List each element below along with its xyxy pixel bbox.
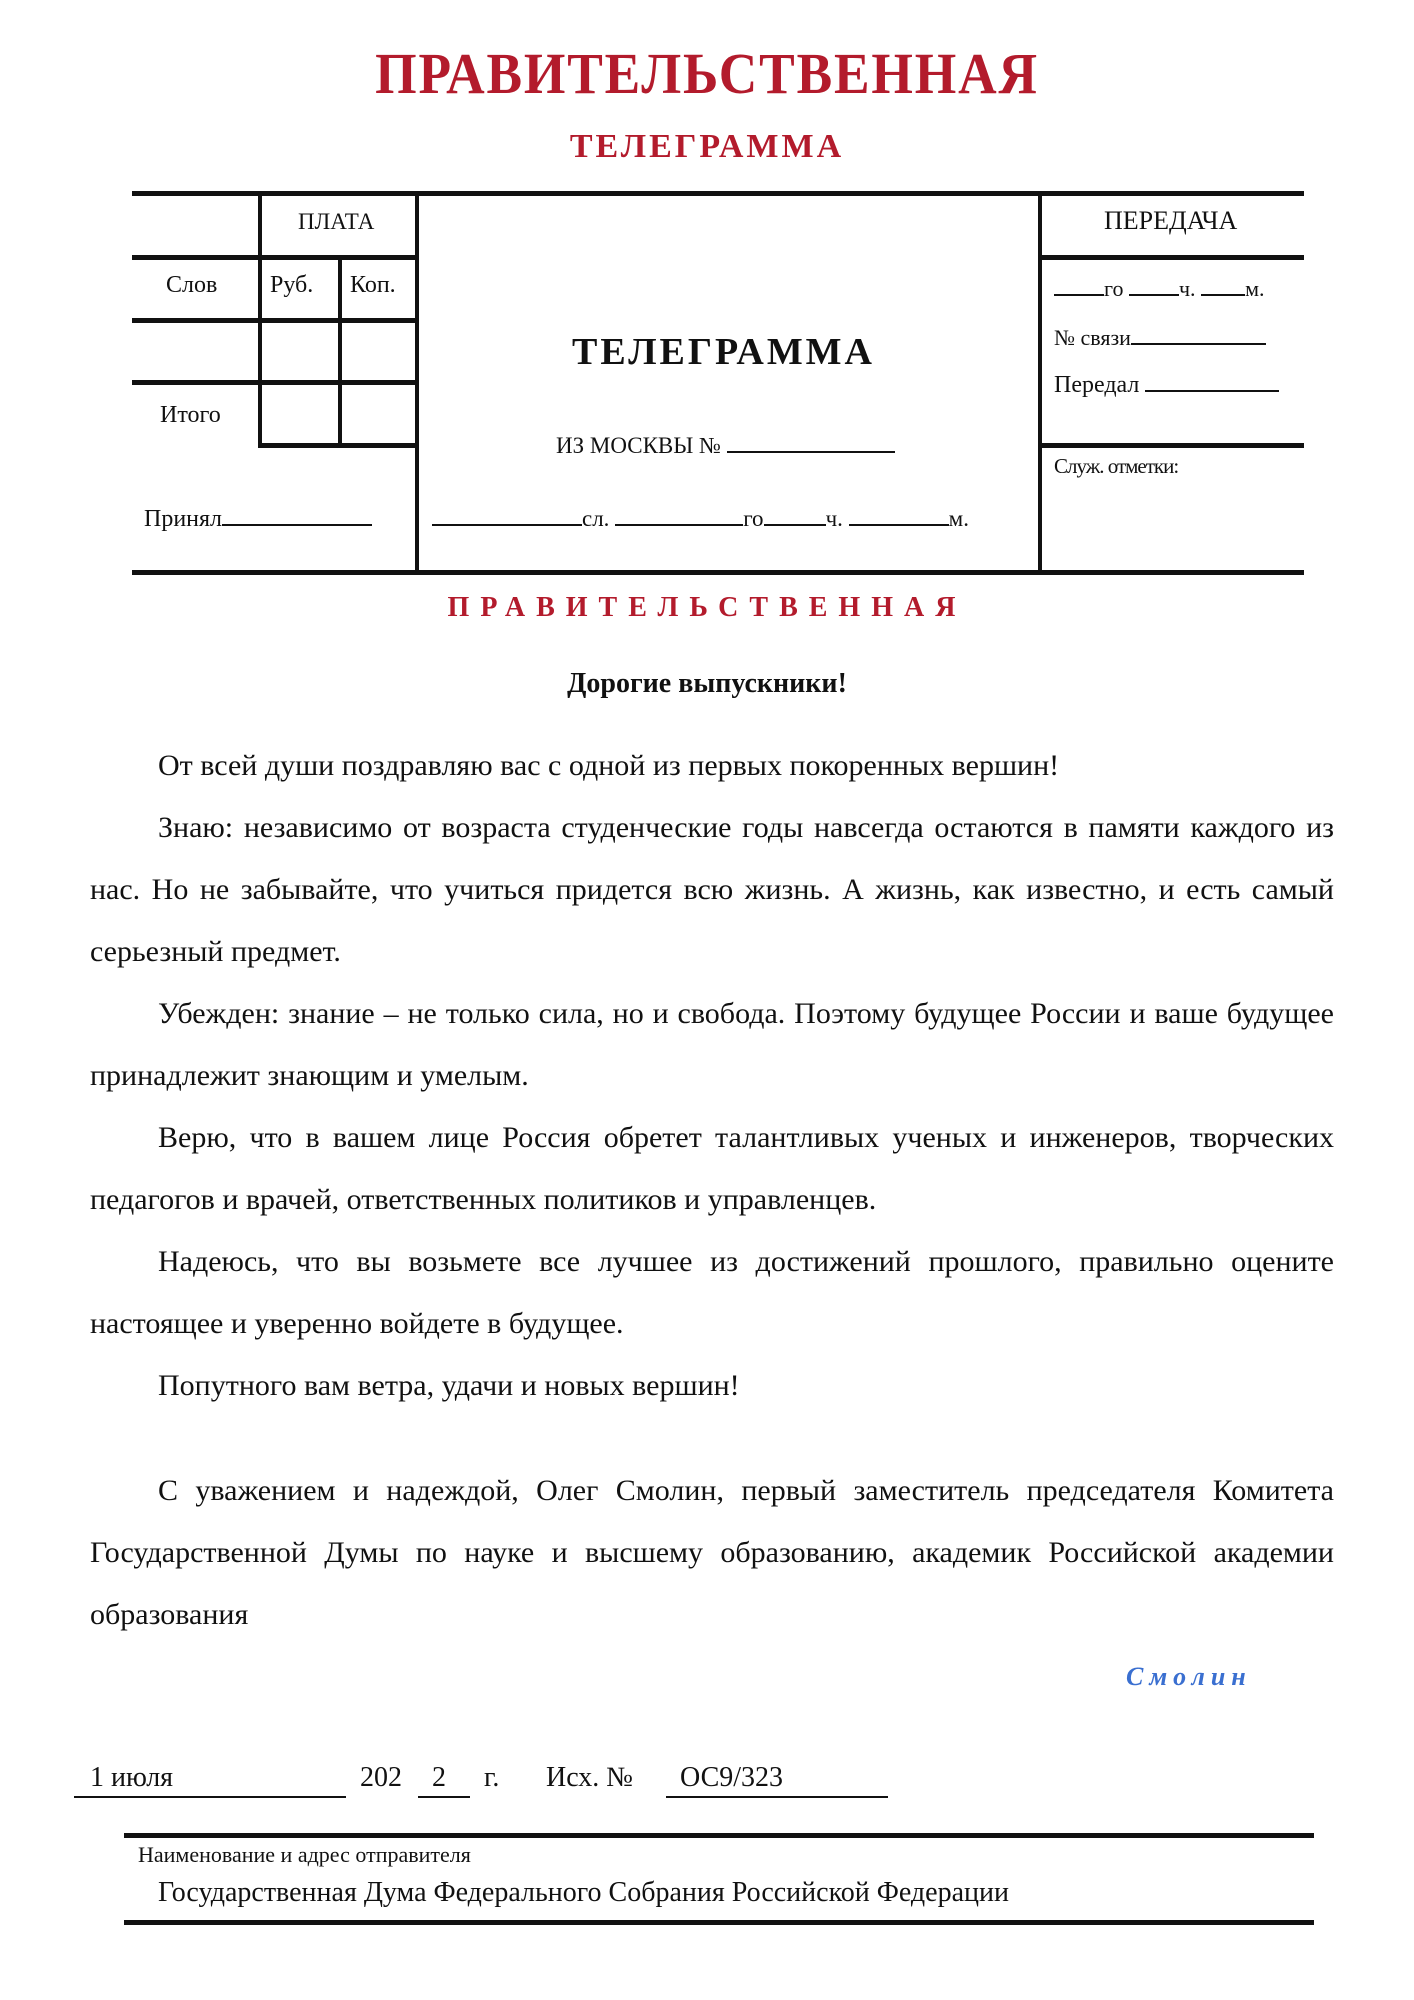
outgoing-label: Исх. № [546,1762,633,1793]
letter-paragraph: Убежден: знание – не только сила, но и свобода. Поэтому будущее России и ваше будущее принадлежит знающим и умелым. [90,997,1334,1092]
tr-ch-label: ч. [1178,276,1196,301]
tr-go-label: го [1104,276,1124,301]
outgoing-underline [666,1796,888,1798]
tr-minute-blank[interactable] [1201,276,1245,296]
letter-paragraph: Попутного вам ветра, удачи и новых вершин! [158,1369,740,1402]
tr-hour-blank[interactable] [1129,276,1179,296]
letter-paragraph: Верю, что в вашем лице Россия обретет талантливых ученых и инженеров, творческих педагогов и врачей, ответственных политиков и управленцев. [90,1121,1334,1216]
m-label: м. [948,506,969,531]
document-title: ПРАВИТЕЛЬСТВЕННАЯ [375,41,1039,106]
sent-by-label: Передал [1054,372,1140,398]
link-no-field[interactable] [1054,325,1266,351]
year-underline [418,1796,470,1798]
center-right-divider [1038,193,1042,573]
col-rub-label: Руб. [270,272,314,298]
service-marks-label: Служ. отметки: [1054,454,1179,478]
plata-mid-divider [338,257,342,447]
words-blank[interactable] [432,506,582,526]
link-no-blank[interactable] [1131,325,1266,345]
sent-by-field[interactable] [1054,372,1279,399]
signature: Смолин [1126,1662,1252,1691]
plata-row-line [132,255,419,260]
tr-m-label: м. [1245,276,1265,301]
received-blank[interactable] [222,506,372,526]
letter-paragraph: Надеюсь, что вы возьмете все лучшее из достижений прошлого, правильно оцените настоящее и уверенно войдете в будущее. [90,1245,1334,1340]
sender-top-line [124,1833,1314,1838]
from-moscow-label: ИЗ МОСКВЫ № [556,433,721,458]
hour-blank[interactable] [764,506,826,526]
received-field[interactable] [144,506,372,533]
col-kop-label: Коп. [350,272,396,298]
form-bottom-line [132,570,1304,575]
received-label: Принял [144,506,223,532]
sl-label: сл. [582,506,610,531]
plata-header: ПЛАТА [298,209,375,234]
sent-by-blank[interactable] [1145,372,1279,392]
sender-label: Наименование и адрес отправителя [138,1842,471,1867]
plata-row-line [258,443,419,448]
tr-day-blank[interactable] [1054,276,1104,296]
year-prefix: 202 [360,1762,402,1793]
date-value: 1 июля [90,1762,174,1793]
ch-label: ч. [825,506,843,531]
form-top-line [132,191,1304,196]
link-no-label: № связи [1054,325,1131,350]
document-subtitle: ТЕЛЕГРАММА [569,128,845,165]
letter-closing: С уважением и надеждой, Олег Смолин, первый заместитель председателя Комитета Государственной Думы по науке и высшему образованию, академик Российской академии образования [90,1474,1334,1631]
plata-row-line [132,380,419,385]
transmission-header: ПЕРЕДАЧА [1104,206,1238,235]
transmission-row-line [1038,443,1304,448]
outgoing-number: ОС9/323 [680,1762,784,1793]
plata-row-line [132,318,419,323]
government-banner: ПРАВИТЕЛЬСТВЕННАЯ [447,592,967,623]
transmission-time-line[interactable] [1054,276,1264,302]
from-moscow-field[interactable] [556,433,895,459]
col-words-label: Слов [166,272,218,298]
letter-greeting: Дорогие выпускники! [567,668,847,699]
sender-bottom-line [124,1920,1314,1925]
letter-paragraph: Знаю: независимо от возраста студенческие годы навсегда остаются в памяти каждого из нас. Но не забывайте, что учиться придется всю жизнь. А жизнь, как известно, и есть самый серьезный предмет. [90,811,1334,968]
transmission-row-line [1038,255,1304,260]
time-received-line[interactable] [432,506,969,532]
minute-blank[interactable] [849,506,949,526]
telegram-heading: ТЕЛЕГРАММА [572,331,875,373]
date-underline [74,1796,346,1798]
sender-value: Государственная Дума Федерального Собрания Российской Федерации [158,1877,1009,1908]
year-digit: 2 [432,1762,446,1793]
year-suffix: г. [484,1762,500,1793]
day-blank[interactable] [615,506,743,526]
letter-paragraph: От всей души поздравляю вас с одной из первых покоренных вершин! [158,749,1060,782]
total-label: Итого [160,402,221,428]
from-moscow-blank[interactable] [727,433,895,453]
go-label: го [743,506,764,531]
